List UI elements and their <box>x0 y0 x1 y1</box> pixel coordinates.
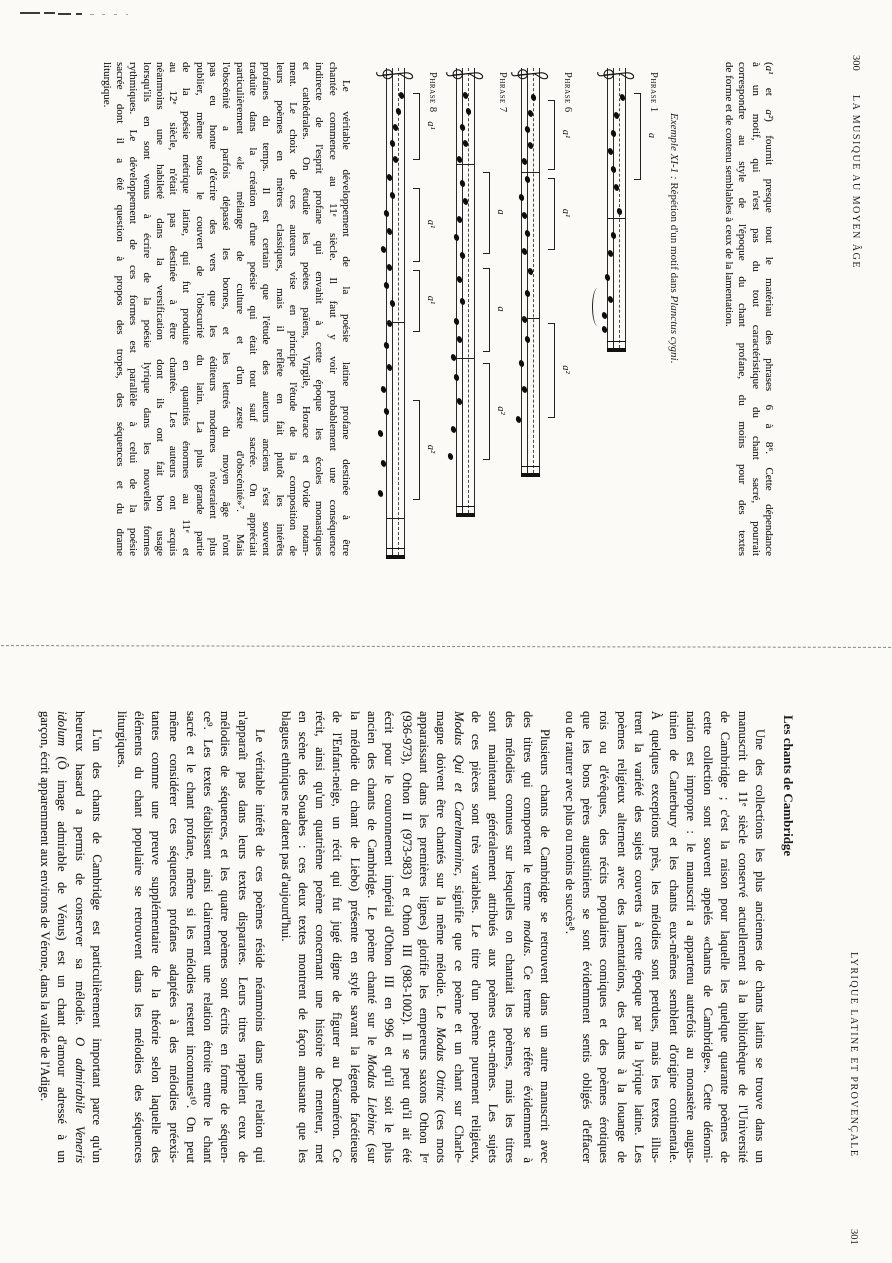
motif-label: a <box>495 209 506 215</box>
motif-bracket <box>413 188 420 262</box>
motif-bracket <box>634 93 641 180</box>
text-line: nation est impropre : le manuscrit a appartenu autrefois au monastère augus- <box>683 711 698 1163</box>
motif-label: a¹ <box>425 121 436 130</box>
text-line: écrit pour le couronnement impérial d'Othon III en 996 et qu'il soit le plus <box>382 711 397 1163</box>
note <box>454 233 461 241</box>
text-line: publier, même sous le couvert de l'obscurité du latin. La plus grande partie <box>193 62 206 556</box>
section-heading: Les chants de Cambridge <box>781 715 796 857</box>
text-line: de la poésie métrique latine, qui fut produite en quantités énormes au 11ᵉ et <box>180 62 193 556</box>
note <box>466 107 473 115</box>
text-line: magne doivent être chantés sur la même mélodie. Le Modus Ottinc (ces mots <box>434 711 449 1163</box>
note <box>519 193 526 201</box>
phrase-label: Phrase 1 <box>648 72 659 113</box>
text-line: indirecte de l'esprit profane qui envahit à cette époque les écoles monastiques <box>313 62 326 556</box>
motif-bracket <box>483 172 490 254</box>
note <box>378 489 385 497</box>
text-line: lorsqu'ils en sont venus à écrire de la poésie lyrique dans les nouvelles formes <box>140 62 153 556</box>
paragraph-1 <box>560 711 768 1163</box>
note <box>525 125 532 133</box>
motif-label: a² <box>425 444 436 454</box>
note <box>396 107 403 115</box>
slur <box>592 288 603 326</box>
page-301 <box>0 633 892 1263</box>
note <box>460 251 467 259</box>
text-line: sacré et le chant profane, même si les mélodies restent inconnues¹⁰. On peut <box>183 711 198 1163</box>
text-line: (a¹ et a²) fournit presque tout le matériau des phrases 6 à 8⁶. Cette dépendance <box>763 62 775 556</box>
text-line: apparaissant dans les premières lignes) glorifie les empereurs saxons Othon Iᵉʳ <box>416 711 431 1163</box>
staff-line <box>521 68 522 473</box>
text-line: des titres qui comportent le terme modus. Ce terme se réfère évidemment à <box>520 711 535 1163</box>
treble-clef-icon <box>595 66 637 84</box>
text-line: blagues ethniques ne datent pas d'aujourd'hui. <box>278 711 293 942</box>
text-line: tantes comme une preuve supplémentaire de la théorie selon laquelle des <box>149 711 164 1163</box>
staff-line <box>404 68 405 555</box>
text-line: ment. Le choix de ces auteurs vise en principe l'étude de la composition de <box>286 62 299 556</box>
text-line: sont maintenant généralement attribués aux poèmes eux-mêmes. Les sujets <box>486 711 501 1163</box>
motif-bracket <box>483 363 490 460</box>
motif-label: a <box>495 306 506 312</box>
text-line: que les bons pères augustiniens se sont évidemment sentis obligés d'effacer <box>580 711 595 1163</box>
staff <box>456 68 475 513</box>
final-barline <box>386 548 405 559</box>
note <box>611 231 618 239</box>
text-line: L'un des chants de Cambridge est particulièrement important parce qu'un <box>90 729 104 1163</box>
text-line: Le véritable intérêt de ces poèmes réside néanmoins dans une relation qui <box>253 729 267 1163</box>
text-line: de l'Enfant-neige, un récit qui fut jugé digne de figurer au Décaméron. Ce <box>330 711 345 1163</box>
note <box>384 209 391 217</box>
staff-line <box>456 68 457 513</box>
text-line: garçon, écrit apparemment aux environs de Vérone, dans la vallée de l'Adige. <box>38 711 53 1102</box>
text-line: éléments du chant populaire se retrouvent dans les mélodies des séquences <box>131 711 146 1163</box>
text-line: récit, ainsi qu'un quatrième poème concernant une histoire de menteur, met <box>313 711 328 1163</box>
note <box>460 297 467 305</box>
text-line: et cathédrales. On étudie les poètes païens, Virgile, Horace et Ovide notam- <box>300 62 313 556</box>
folio-300: 300 <box>850 55 861 71</box>
final-barline <box>607 341 626 352</box>
note <box>384 341 391 349</box>
note <box>531 93 538 101</box>
note <box>390 299 397 307</box>
text-line: de forme et de contenu semblables à ceux de la lamentation. <box>723 62 736 327</box>
note <box>390 191 397 199</box>
staff-line <box>625 68 626 348</box>
note <box>448 452 455 460</box>
motif-label: a <box>646 132 657 139</box>
text-line: de Cambridge ; c'est la raison pour laquelle les quelque quarante poèmes de <box>718 711 733 1163</box>
paragraph-4 <box>36 711 105 1163</box>
text-line: n'apparaît pas dans leurs textes disparates. Leurs titres rappellent ceux de <box>235 711 250 1163</box>
motif-bracket <box>483 268 490 352</box>
motif-bracket <box>548 100 555 170</box>
phrase-label: Phrase 6 <box>562 72 573 113</box>
staff-line <box>397 68 399 555</box>
text-line: tinien de Canterbury et les chants eux-mêmes semblent d'origine continentale. <box>666 711 681 1163</box>
text-line: rythmiques. Le développement de ces formes est parallèle à celui de la poésie <box>127 62 140 556</box>
motif-label: a² <box>495 406 506 415</box>
staff <box>607 68 626 348</box>
text-line: rois ou d'évêques, des récits populaires comiques et des poèmes érotiques <box>597 711 612 1163</box>
note <box>617 207 624 215</box>
barline <box>521 172 540 173</box>
text-line: liturgique. <box>100 62 113 108</box>
note <box>460 179 467 187</box>
text-line: idolum (Ô image admirable de Vénus) est un chant d'amour adressé à un <box>55 711 70 1163</box>
motif-label: a¹ <box>425 295 436 305</box>
text-line: profanes du temps. Il est certain que l'étude des auteurs anciens s'est souvent <box>260 62 273 556</box>
text-line: poèmes religieux alternent avec des lamentations, des chants à la louange de <box>614 711 629 1163</box>
motif-label: a¹ <box>560 208 571 218</box>
treble-clef-icon <box>444 66 486 84</box>
staff-line <box>613 68 614 348</box>
page-301-region <box>0 633 892 1263</box>
note <box>378 429 385 437</box>
note <box>525 175 532 183</box>
note <box>454 317 461 325</box>
text-line: (936-973), Othon II (973-983) et Othon III (983-1002). Il se peut qu'il ait été <box>399 711 414 1163</box>
phrase-label: Phrase 8 <box>427 72 438 113</box>
text-line: particulièrement «le mélange de culture et d'un zeste d'obscénité»⁷. Mais <box>233 62 246 556</box>
text-line: correspondre au style de l'époque du chant profane, du moins pour des textes <box>736 62 749 556</box>
motif-label: a¹ <box>560 129 571 139</box>
note <box>611 129 618 137</box>
text-line: même considérer ces séquences profanes adaptées à des mélodies préexis- <box>166 711 181 1163</box>
text-line: néanmoins une habileté dans la versification dont ils ont fait bon usage <box>153 62 166 556</box>
barline <box>521 318 540 319</box>
folio-301: 301 <box>848 1229 859 1245</box>
text-line: leurs poèmes en mètres classiques, mais il reflète en fait plutôt les intérêts <box>273 62 286 556</box>
staff-line <box>386 68 387 555</box>
page-300 <box>0 0 892 630</box>
text-line: Plusieurs chants de Cambridge se retrouvent dans un autre manuscrit avec <box>538 729 552 1163</box>
text-line: cette collection sont souvent appelés «chants de Cambridge». Cette dénomi- <box>701 711 716 1163</box>
staff-line <box>462 68 463 513</box>
paragraph-2 <box>276 711 553 1163</box>
motif-bracket <box>413 400 420 500</box>
note <box>525 335 532 343</box>
note <box>525 289 532 297</box>
text-line: À quelques exceptions près, les mélodies sont perdues, mais les textes illus- <box>649 711 664 1163</box>
staff-line <box>607 68 608 348</box>
phrase-label: Phrase 7 <box>497 72 508 113</box>
text-line: sacrée dont il a été question à propos des tropes, des séquences et du drame <box>113 62 126 556</box>
example-caption: Exemple XI-1 : Répétion d'un motif dans Planctus cygni. <box>668 113 680 364</box>
main-paragraph <box>99 62 352 556</box>
text-line: ou de raturer avec plus ou moins de succès⁸. <box>562 711 577 934</box>
motif-label: a¹ <box>425 219 436 229</box>
motif-bracket <box>548 178 555 250</box>
staff-line <box>467 68 469 513</box>
note <box>519 359 526 367</box>
treble-clef-icon <box>374 66 416 84</box>
text-line: Modus Qui et Carelmanninc, signifie que ce poème et un chant sur Charle- <box>451 711 466 1163</box>
text-line: liturgiques. <box>114 711 129 768</box>
note <box>525 229 532 237</box>
barline <box>386 518 405 519</box>
note <box>384 407 391 415</box>
motif-label: a² <box>560 365 571 374</box>
motif-bracket <box>548 323 555 418</box>
barline <box>386 322 405 323</box>
staff <box>521 68 540 473</box>
staff <box>386 68 405 555</box>
treble-clef-icon <box>509 66 551 84</box>
text-line: l'obscénité a parfois dépassé les bornes, et les lettrés du moyen âge n'ont <box>220 62 233 556</box>
note <box>390 139 397 147</box>
text-line: mélodies de séquences, et les quatre poèmes sont écrits en forme de séquen- <box>218 711 233 1163</box>
note <box>611 165 618 173</box>
text-line: manuscrit du 11ᵉ siècle conservé actuellement à la bibliothèque de l'Université <box>735 711 750 1163</box>
barline <box>456 358 475 359</box>
text-line: des mélodies connues sur lesquelles on chantait les poèmes, mais les titres <box>503 711 518 1163</box>
text-line: chantée commence au 11ᵉ siècle. Il faut y voir probablement une conséquence <box>326 62 339 556</box>
note <box>605 273 612 281</box>
text-line: ancien des chants de Cambridge. Le poème chanté sur le Modus Liebinc (sur <box>365 711 380 1163</box>
note <box>454 373 461 381</box>
barline <box>607 218 626 219</box>
barline <box>456 164 475 165</box>
text-line: à un motif, qui n'est pas du tout caractéristique du chant sacré, pourrait <box>749 62 762 556</box>
final-barline <box>521 466 540 477</box>
text-line: heureux hasard a permis de conserver sa mélodie. O admirabile Veneris <box>72 711 87 1163</box>
text-line: pas eu honte d'écrire des vers que les éditeurs modernes n'oseraient plus <box>207 62 220 556</box>
motif-bracket <box>413 270 420 332</box>
text-line: au 12ᵉ siècle, n'était pas destinée à être chantée. Les auteurs ont acquis <box>167 62 180 556</box>
staff-line <box>474 68 475 513</box>
page-300-region <box>0 0 892 630</box>
running-title-300: LA MUSIQUE AU MOYEN ÂGE <box>850 95 861 269</box>
text-line: Le véritable développement de la poésie latine profane destinée à être <box>340 80 352 556</box>
text-line: Une des collections les plus anciennes de chants latins se trouve dans un <box>753 729 767 1163</box>
motif-bracket <box>413 93 420 160</box>
note <box>460 123 467 131</box>
running-title-301: LYRIQUE LATINE ET PROVENÇALE <box>848 952 859 1158</box>
intro-paragraph <box>722 62 775 556</box>
text-line: la mélodie du chant de Liebo) présente en style savant la légende facétieuse <box>347 711 362 1163</box>
text-line: en scène des Souabes : ces deux textes montrent de façon amusante que les <box>295 711 310 1163</box>
final-barline <box>456 506 475 517</box>
note <box>384 281 391 289</box>
text-line: traduite dans la création d'une poésie qui était tout sauf sacrée. On appréciait <box>246 62 259 556</box>
text-line: ce⁹. Les textes établissent ainsi clairement une relation étroite entre le chant <box>201 711 216 1163</box>
text-line: de ces pièces sont très variables. Le titre d'un poème purement religieux, <box>468 711 483 1163</box>
text-line: trent la variété des sujets couverts à cette époque par la lyrique latine. Les <box>631 711 646 1163</box>
staff-line <box>539 68 540 473</box>
paragraph-3 <box>112 711 268 1163</box>
